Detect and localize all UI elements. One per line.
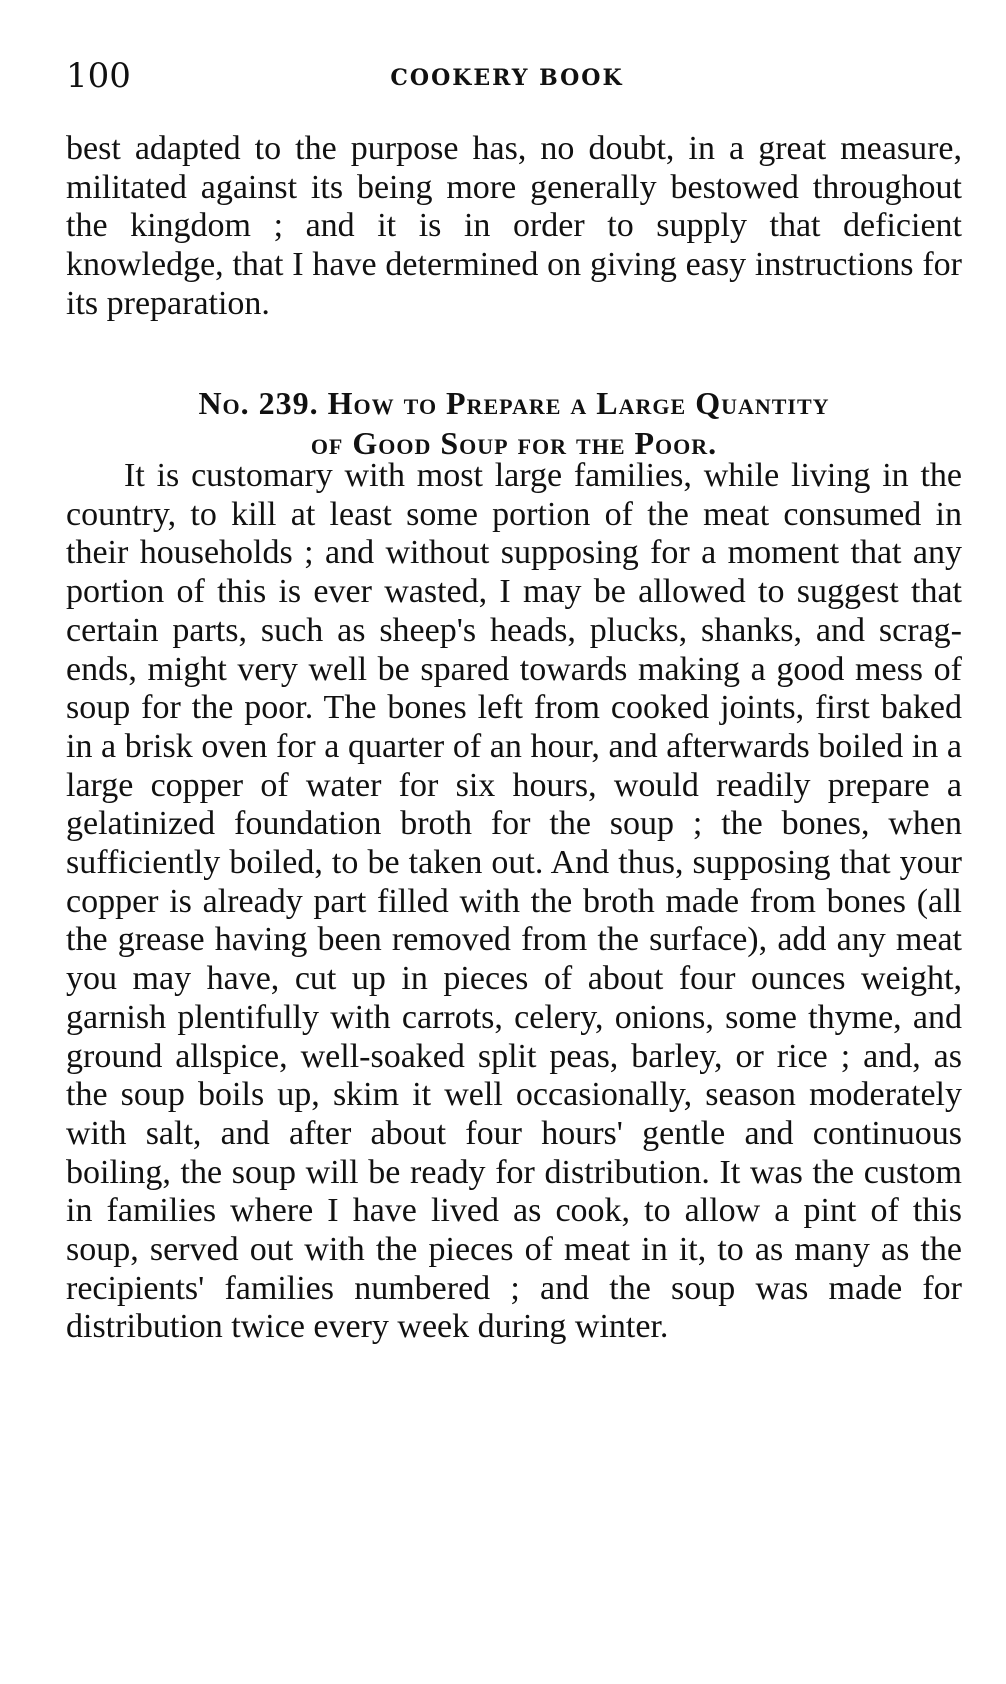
recipe-heading-line-2: of Good Soup for the Poor. bbox=[310, 425, 718, 461]
recipe-paragraph: It is customary with most large families, while living in the country, to kill at least some portion of the meat consumed in their households ; and without supposing for a moment that any portion of this is ever wasted, I may be allowed to suggest that certain parts, such as sheep's heads, plucks, shanks, and scrag-ends, might very well be spared towards making a good mess of soup for the poor. The bones left from cooked joints, first baked in a brisk oven for a quarter of an hour, and afterwards boiled in a large copper of water for six hours, would readily prepare a gelatinized foundation broth for the soup ; the bones, when sufficiently boiled, to be taken out. And thus, supposing that your copper is already part filled with the broth made from bones (all the grease having been removed from the surface), add any meat you may have, cut up in pieces of about four ounces weight, garnish plentifully with carrots, celery, onions, some thyme, and ground allspice, well-soaked split peas, barley, or rice ; and, as the soup boils up, skim it well occasionally, season moderately with salt, and after about four hours' gentle and continuous boiling, the soup will be ready for distribution. It was the custom in families where I have lived as cook, to allow a pint of this soup, served out with the pieces of meat in it, to as many as the recipients' families numbered ; and the soup was made for distribution twice every week during winter. bbox=[66, 457, 962, 1346]
running-head bbox=[66, 56, 948, 96]
continued-paragraph: best adapted to the purpose has, no doubt, in a great measure, militated against its being more generally bestowed throughout the kingdom ; and it is in order to supply that deficient knowledge, that I have determined on giving easy instructions for its preparation. bbox=[66, 130, 962, 322]
recipe-heading-line-1: No. 239. How to Prepare a Large Quantity bbox=[198, 385, 830, 421]
running-title: COOKERY BOOK bbox=[390, 65, 624, 91]
page-number: 100 bbox=[66, 56, 131, 96]
recipe-heading bbox=[66, 383, 962, 463]
